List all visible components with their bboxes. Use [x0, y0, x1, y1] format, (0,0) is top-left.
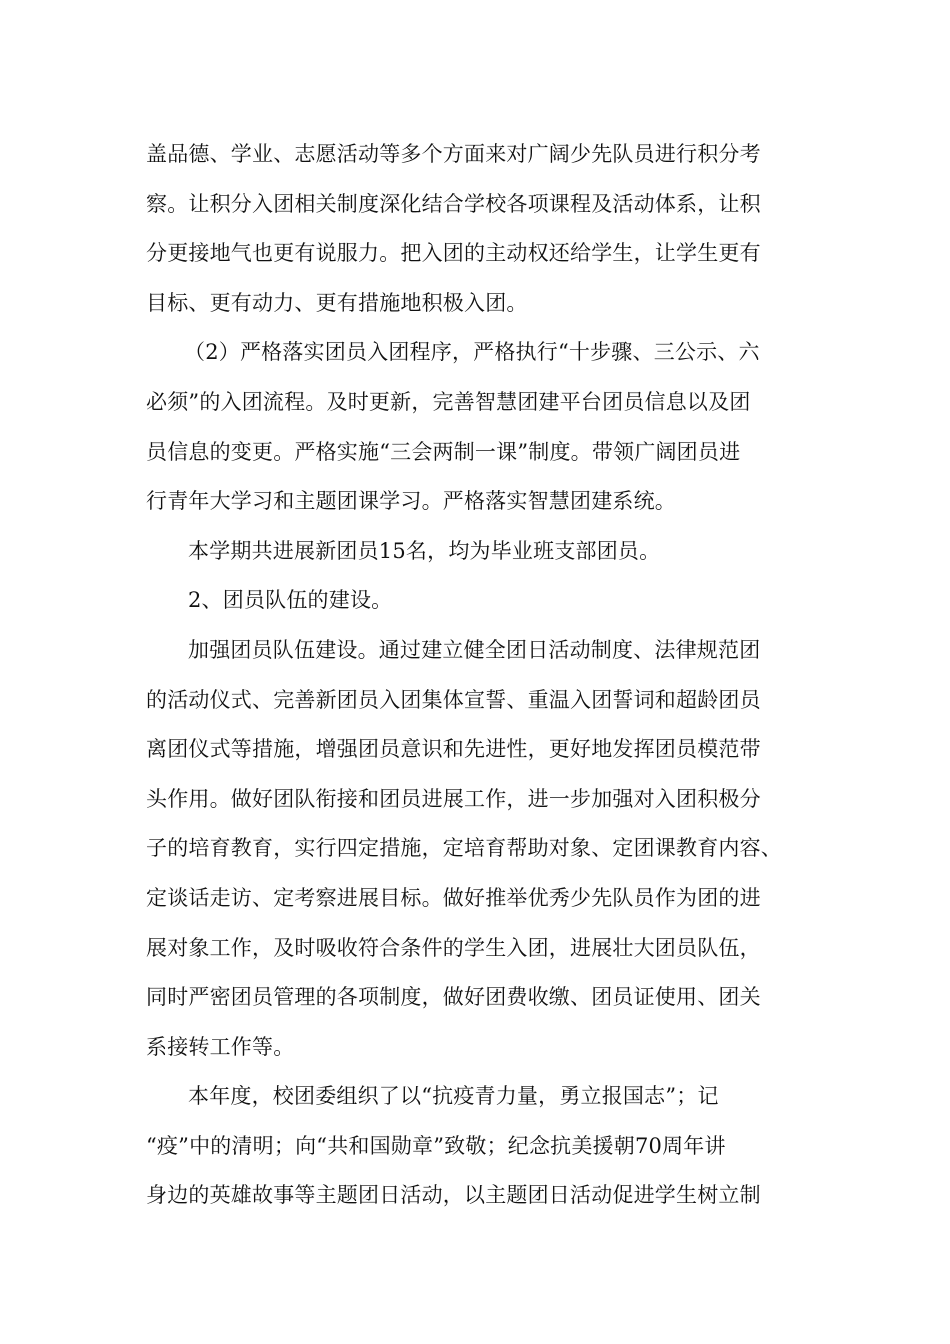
text-line: 系接转工作等。 [146, 1034, 295, 1059]
text-line: 定谈话走访、定考察进展目标。做好推举优秀少先队员作为团的进 [146, 885, 761, 910]
text-line: “疫”中的清明；向“共和国勋章”致敬；纪念抗美援朝70周年讲 [146, 1133, 726, 1158]
text-line: 分更接地气也更有说服力。把入团的主动权还给学生，让学生更有 [146, 241, 761, 266]
text-line: 同时严密团员管理的各项制度，做好团费收缴、团员证使用、团关 [146, 985, 761, 1010]
text-line: 子的培育教育，实行四定措施，定培育帮助对象、定团课教育内容、 [146, 836, 782, 861]
text-line: （2）严格落实团员入团程序，严格执行“十步骤、三公示、六 [184, 340, 760, 365]
text-line: 加强团员队伍建设。通过建立健全团日活动制度、法律规范团 [188, 637, 761, 662]
text-line: 察。让积分入团相关制度深化结合学校各项课程及活动体系，让积 [146, 191, 761, 216]
text-line: 2、团员队伍的建设。 [188, 588, 393, 613]
text-line: 员信息的变更。严格实施“三会两制一课”制度。带领广阔团员进 [146, 439, 741, 464]
text-line: 展对象工作，及时吸收符合条件的学生入团，进展壮大团员队伍， [146, 935, 761, 960]
text-line: 身边的英雄故事等主题团日活动，以主题团日活动促进学生树立制 [146, 1183, 761, 1208]
text-line: 的活动仪式、完善新团员入团集体宣誓、重温入团誓词和超龄团员 [146, 687, 761, 712]
text-line: 头作用。做好团队衔接和团员进展工作，进一步加强对入团积极分 [146, 786, 761, 811]
text-line: 行青年大学习和主题团课学习。严格落实智慧团建系统。 [146, 489, 676, 514]
text-line: 离团仪式等措施，增强团员意识和先进性，更好地发挥团员模范带 [146, 737, 761, 762]
text-line: 必须”的入团流程。及时更新，完善智慧团建平台团员信息以及团 [146, 389, 751, 414]
document-body [146, 130, 811, 1221]
text-line: 盖品德、学业、志愿活动等多个方面来对广阔少先队员进行积分考 [146, 142, 761, 166]
text-line: 目标、更有动力、更有措施地积极入团。 [146, 290, 528, 315]
text-line: 本学期共进展新团员15名，均为毕业班支部团员。 [188, 538, 661, 563]
text-line: 本年度，校团委组织了以“抗疫青力量，勇立报国志”；记 [188, 1084, 719, 1109]
